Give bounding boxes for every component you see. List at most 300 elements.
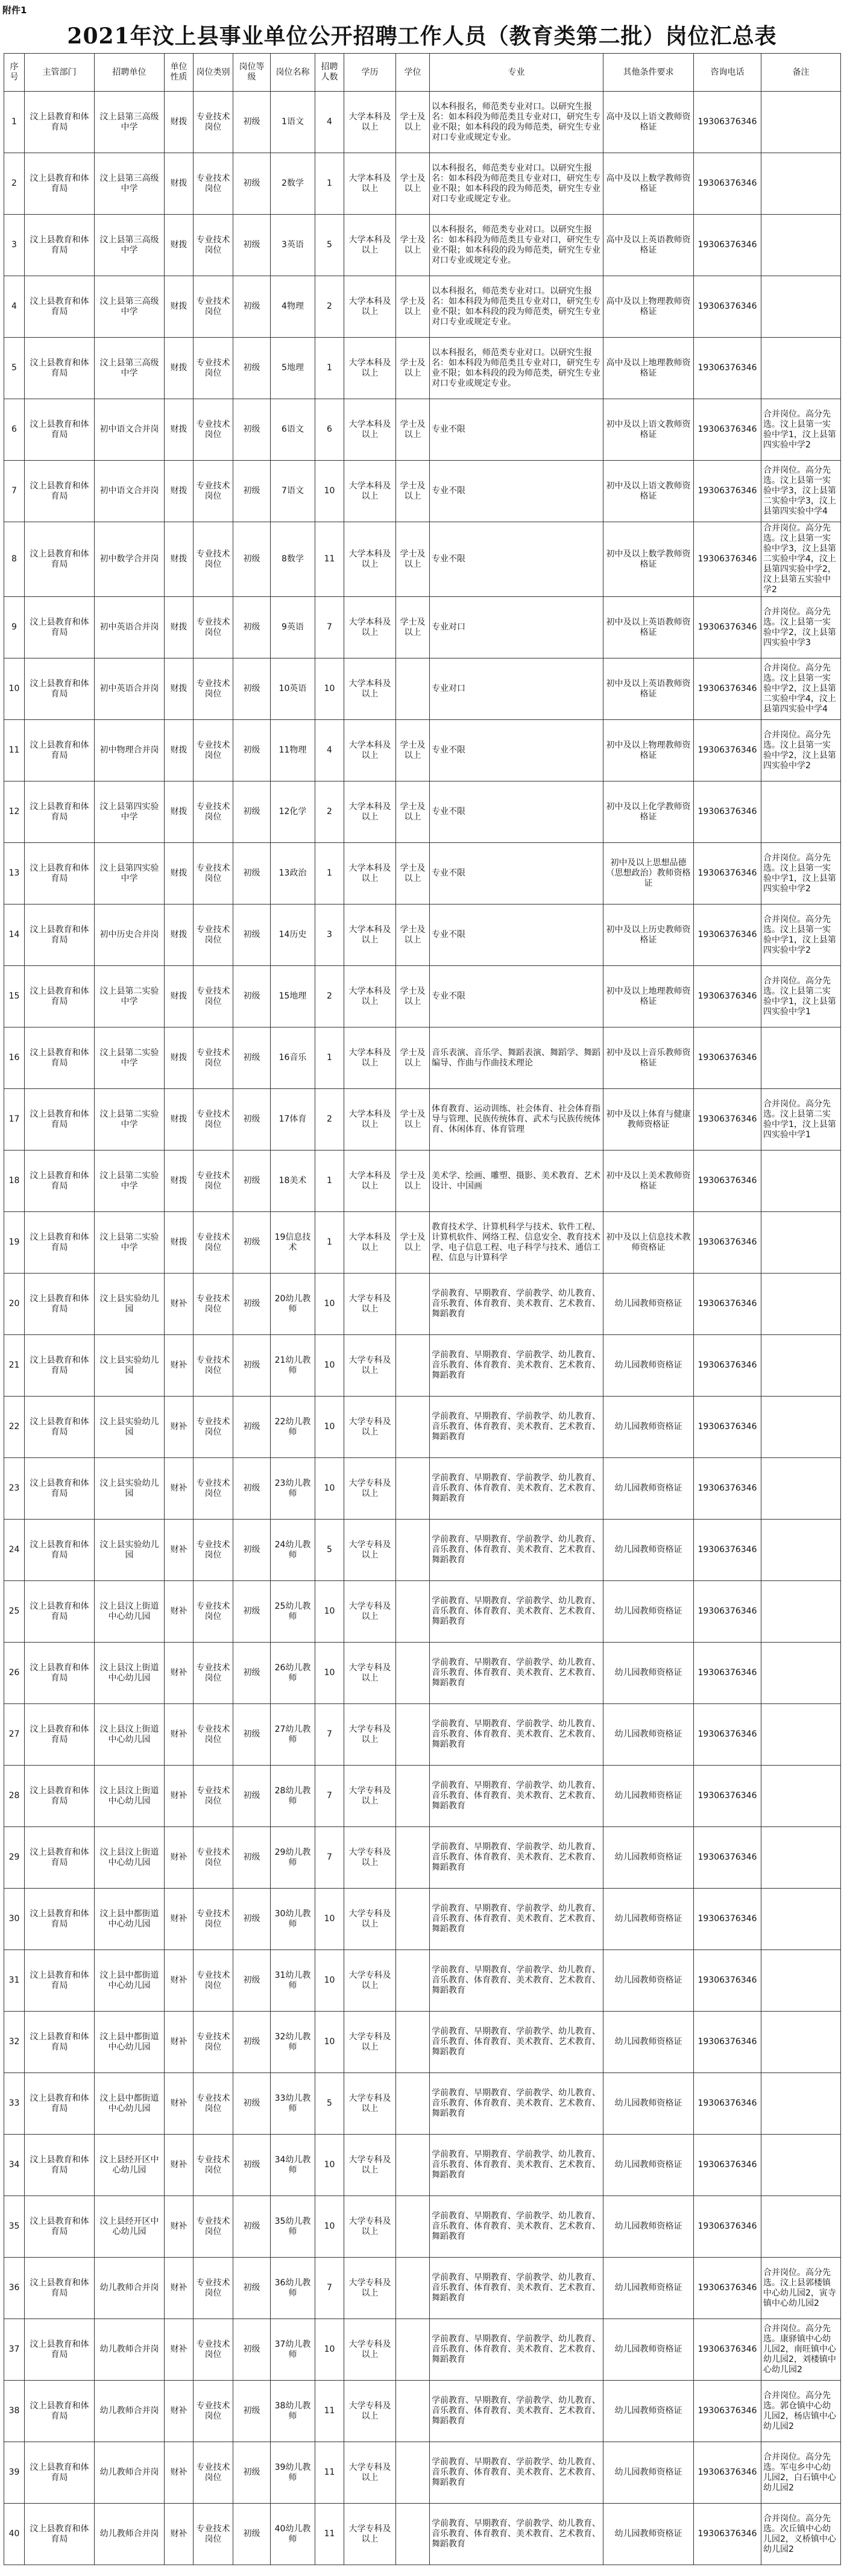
cell-nature: 财拨 bbox=[165, 276, 194, 338]
cell-degree: 学士及以上 bbox=[396, 461, 430, 522]
header-cell: 序号 bbox=[4, 54, 25, 92]
cell-nature: 财补 bbox=[165, 1827, 194, 1889]
table-row bbox=[4, 1212, 841, 1274]
cell-seq: 4 bbox=[4, 276, 25, 338]
cell-degree: 学士及以上 bbox=[396, 1089, 430, 1151]
cell-major: 以本科报名，师范类专业对口。以研究生报名：如本科段为师范类且专业对口，研究生专业不限；如本科段的段为师范类，研究生专业对口专业或规定专业。 bbox=[430, 276, 603, 338]
cell-education: 大学本科及以上 bbox=[344, 522, 396, 597]
cell-nature: 财拨 bbox=[165, 461, 194, 522]
cell-department: 汶上县教育和体育局 bbox=[25, 276, 95, 338]
cell-unit: 汶上县实验幼儿园 bbox=[95, 1335, 165, 1397]
cell-remarks: 合并岗位。高分先选。军屯乡中心幼儿园2，白石镇中心幼儿园2 bbox=[761, 2442, 841, 2504]
cell-education: 大学本科及以上 bbox=[344, 461, 396, 522]
cell-remarks bbox=[761, 338, 841, 399]
cell-major: 学前教育、早期教育、学前教学、幼儿教育、音乐教育、体育教育、美术教育、艺术教育、舞蹈教育 bbox=[430, 1397, 603, 1458]
cell-requirements: 幼儿园教师资格证 bbox=[603, 1704, 694, 1766]
cell-category: 专业技术岗位 bbox=[194, 1704, 233, 1766]
cell-category: 专业技术岗位 bbox=[194, 843, 233, 904]
cell-unit: 初中语文合并岗 bbox=[95, 399, 165, 461]
cell-requirements: 幼儿园教师资格证 bbox=[603, 1397, 694, 1458]
cell-phone: 19306376346 bbox=[694, 92, 761, 153]
cell-major: 学前教育、早期教育、学前教学、幼儿教育、音乐教育、体育教育、美术教育、艺术教育、舞蹈教育 bbox=[430, 1520, 603, 1581]
cell-category: 专业技术岗位 bbox=[194, 522, 233, 597]
cell-degree bbox=[396, 1950, 430, 2012]
cell-position: 4物理 bbox=[271, 276, 315, 338]
cell-category: 专业技术岗位 bbox=[194, 2442, 233, 2504]
cell-degree bbox=[396, 1397, 430, 1458]
cell-department: 汶上县教育和体育局 bbox=[25, 1151, 95, 1212]
cell-phone: 19306376346 bbox=[694, 1581, 761, 1643]
cell-position: 40幼儿教师 bbox=[271, 2504, 315, 2565]
cell-requirements: 幼儿园教师资格证 bbox=[603, 1335, 694, 1397]
cell-degree bbox=[396, 2319, 430, 2381]
cell-unit: 汶上县第三高级中学 bbox=[95, 153, 165, 215]
cell-major: 学前教育、早期教育、学前教学、幼儿教育、音乐教育、体育教育、美术教育、艺术教育、舞蹈教育 bbox=[430, 1458, 603, 1520]
table-row bbox=[4, 92, 841, 153]
cell-degree bbox=[396, 1274, 430, 1335]
table-row bbox=[4, 1704, 841, 1766]
cell-major: 专业对口 bbox=[430, 658, 603, 720]
cell-unit: 汶上县实验幼儿园 bbox=[95, 1520, 165, 1581]
cell-count: 10 bbox=[315, 2012, 344, 2073]
cell-unit: 汶上县实验幼儿园 bbox=[95, 1397, 165, 1458]
cell-count: 10 bbox=[315, 1335, 344, 1397]
cell-nature: 财拨 bbox=[165, 658, 194, 720]
cell-level: 初级 bbox=[233, 2504, 271, 2565]
cell-remarks bbox=[761, 215, 841, 276]
cell-category: 专业技术岗位 bbox=[194, 720, 233, 781]
cell-position: 24幼儿教师 bbox=[271, 1520, 315, 1581]
cell-requirements: 幼儿园教师资格证 bbox=[603, 2258, 694, 2319]
header-cell: 学历 bbox=[344, 54, 396, 92]
cell-remarks bbox=[761, 2196, 841, 2258]
cell-unit: 汶上县汶上街道中心幼儿园 bbox=[95, 1581, 165, 1643]
cell-major: 学前教育、早期教育、学前教学、幼儿教育、音乐教育、体育教育、美术教育、艺术教育、舞蹈教育 bbox=[430, 1643, 603, 1704]
cell-nature: 财拨 bbox=[165, 904, 194, 966]
cell-level: 初级 bbox=[233, 1581, 271, 1643]
cell-remarks bbox=[761, 2073, 841, 2135]
cell-requirements: 幼儿园教师资格证 bbox=[603, 2319, 694, 2381]
cell-department: 汶上县教育和体育局 bbox=[25, 338, 95, 399]
cell-department: 汶上县教育和体育局 bbox=[25, 2442, 95, 2504]
cell-degree bbox=[396, 1889, 430, 1950]
cell-requirements: 初中及以上语文教师资格证 bbox=[603, 399, 694, 461]
cell-major: 专业不限 bbox=[430, 461, 603, 522]
cell-remarks: 合并岗位。高分先选。康驿镇中心幼儿园2，南旺镇中心幼儿园2，刘楼镇中心幼儿园2 bbox=[761, 2319, 841, 2381]
cell-count: 10 bbox=[315, 2319, 344, 2381]
cell-major: 美术学、绘画、雕塑、摄影、美术教育、艺术设计、中国画 bbox=[430, 1151, 603, 1212]
cell-nature: 财拨 bbox=[165, 399, 194, 461]
cell-requirements: 幼儿园教师资格证 bbox=[603, 1889, 694, 1950]
cell-department: 汶上县教育和体育局 bbox=[25, 1520, 95, 1581]
cell-phone: 19306376346 bbox=[694, 1643, 761, 1704]
cell-department: 汶上县教育和体育局 bbox=[25, 2381, 95, 2442]
cell-category: 专业技术岗位 bbox=[194, 1335, 233, 1397]
cell-unit: 初中数学合并岗 bbox=[95, 522, 165, 597]
cell-nature: 财补 bbox=[165, 1950, 194, 2012]
cell-unit: 汶上县第二实验中学 bbox=[95, 1212, 165, 1274]
cell-remarks: 合并岗位。高分先选。汶上县第一实验中学2，汶上县第四实验中学2 bbox=[761, 720, 841, 781]
cell-nature: 财补 bbox=[165, 2504, 194, 2565]
table-row bbox=[4, 1950, 841, 2012]
cell-phone: 19306376346 bbox=[694, 2381, 761, 2442]
cell-level: 初级 bbox=[233, 2012, 271, 2073]
cell-seq: 39 bbox=[4, 2442, 25, 2504]
cell-level: 初级 bbox=[233, 1827, 271, 1889]
cell-unit: 初中英语合并岗 bbox=[95, 658, 165, 720]
cell-education: 大学专科及以上 bbox=[344, 1335, 396, 1397]
cell-seq: 3 bbox=[4, 215, 25, 276]
table-row bbox=[4, 215, 841, 276]
cell-seq: 16 bbox=[4, 1028, 25, 1089]
cell-seq: 11 bbox=[4, 720, 25, 781]
cell-major: 学前教育、早期教育、学前教学、幼儿教育、音乐教育、体育教育、美术教育、艺术教育、舞蹈教育 bbox=[430, 1704, 603, 1766]
cell-category: 专业技术岗位 bbox=[194, 92, 233, 153]
cell-count: 11 bbox=[315, 2442, 344, 2504]
cell-count: 10 bbox=[315, 1950, 344, 2012]
cell-requirements: 初中及以上音乐教师资格证 bbox=[603, 1028, 694, 1089]
cell-requirements: 初中及以上思想品德（思想政治）教师资格证 bbox=[603, 843, 694, 904]
cell-unit: 汶上县实验幼儿园 bbox=[95, 1458, 165, 1520]
cell-phone: 19306376346 bbox=[694, 2135, 761, 2196]
cell-major: 学前教育、早期教育、学前教学、幼儿教育、音乐教育、体育教育、美术教育、艺术教育、舞蹈教育 bbox=[430, 2073, 603, 2135]
table-row bbox=[4, 1827, 841, 1889]
cell-position: 23幼儿教师 bbox=[271, 1458, 315, 1520]
table-row bbox=[4, 1766, 841, 1827]
cell-department: 汶上县教育和体育局 bbox=[25, 1212, 95, 1274]
cell-unit: 汶上县第二实验中学 bbox=[95, 966, 165, 1028]
cell-education: 大学本科及以上 bbox=[344, 904, 396, 966]
cell-level: 初级 bbox=[233, 1704, 271, 1766]
cell-department: 汶上县教育和体育局 bbox=[25, 904, 95, 966]
cell-phone: 19306376346 bbox=[694, 2073, 761, 2135]
cell-seq: 34 bbox=[4, 2135, 25, 2196]
cell-nature: 财补 bbox=[165, 2442, 194, 2504]
cell-position: 35幼儿教师 bbox=[271, 2196, 315, 2258]
cell-nature: 财补 bbox=[165, 1335, 194, 1397]
cell-level: 初级 bbox=[233, 1151, 271, 1212]
cell-unit: 汶上县第三高级中学 bbox=[95, 92, 165, 153]
cell-level: 初级 bbox=[233, 1212, 271, 1274]
cell-phone: 19306376346 bbox=[694, 399, 761, 461]
cell-degree: 学士及以上 bbox=[396, 153, 430, 215]
cell-unit: 幼儿教师合并岗 bbox=[95, 2319, 165, 2381]
cell-position: 14历史 bbox=[271, 904, 315, 966]
cell-position: 31幼儿教师 bbox=[271, 1950, 315, 2012]
cell-department: 汶上县教育和体育局 bbox=[25, 1704, 95, 1766]
cell-degree: 学士及以上 bbox=[396, 904, 430, 966]
page-title: 2021年汶上县事业单位公开招聘工作人员（教育类第二批）岗位汇总表 bbox=[67, 24, 777, 49]
cell-count: 4 bbox=[315, 720, 344, 781]
cell-remarks bbox=[761, 276, 841, 338]
cell-seq: 7 bbox=[4, 461, 25, 522]
cell-major: 专业不限 bbox=[430, 966, 603, 1028]
cell-seq: 31 bbox=[4, 1950, 25, 2012]
cell-department: 汶上县教育和体育局 bbox=[25, 1827, 95, 1889]
cell-education: 大学本科及以上 bbox=[344, 276, 396, 338]
cell-nature: 财拨 bbox=[165, 1151, 194, 1212]
table-row bbox=[4, 1581, 841, 1643]
cell-unit: 汶上县汶上街道中心幼儿园 bbox=[95, 1704, 165, 1766]
cell-major: 专业不限 bbox=[430, 720, 603, 781]
cell-level: 初级 bbox=[233, 2135, 271, 2196]
cell-degree bbox=[396, 658, 430, 720]
cell-nature: 财补 bbox=[165, 1889, 194, 1950]
cell-department: 汶上县教育和体育局 bbox=[25, 1458, 95, 1520]
cell-count: 1 bbox=[315, 1151, 344, 1212]
header-cell: 备注 bbox=[761, 54, 841, 92]
header-cell: 招聘人数 bbox=[315, 54, 344, 92]
cell-seq: 40 bbox=[4, 2504, 25, 2565]
cell-phone: 19306376346 bbox=[694, 966, 761, 1028]
cell-phone: 19306376346 bbox=[694, 1397, 761, 1458]
table-row bbox=[4, 1520, 841, 1581]
cell-remarks bbox=[761, 1151, 841, 1212]
cell-department: 汶上县教育和体育局 bbox=[25, 966, 95, 1028]
cell-seq: 22 bbox=[4, 1397, 25, 1458]
header-cell: 学位 bbox=[396, 54, 430, 92]
cell-major: 学前教育、早期教育、学前教学、幼儿教育、音乐教育、体育教育、美术教育、艺术教育、舞蹈教育 bbox=[430, 2196, 603, 2258]
cell-education: 大学专科及以上 bbox=[344, 1827, 396, 1889]
cell-count: 11 bbox=[315, 522, 344, 597]
cell-remarks: 合并岗位。高分先选。汶上县郭楼镇中心幼儿园2，寅寺镇中心幼儿园2 bbox=[761, 2258, 841, 2319]
cell-category: 专业技术岗位 bbox=[194, 1458, 233, 1520]
cell-category: 专业技术岗位 bbox=[194, 966, 233, 1028]
cell-requirements: 初中及以上美术教师资格证 bbox=[603, 1151, 694, 1212]
cell-count: 5 bbox=[315, 215, 344, 276]
cell-level: 初级 bbox=[233, 2073, 271, 2135]
cell-level: 初级 bbox=[233, 2319, 271, 2381]
cell-remarks bbox=[761, 1889, 841, 1950]
cell-seq: 19 bbox=[4, 1212, 25, 1274]
cell-position: 29幼儿教师 bbox=[271, 1827, 315, 1889]
cell-count: 1 bbox=[315, 1212, 344, 1274]
cell-education: 大学专科及以上 bbox=[344, 2073, 396, 2135]
cell-unit: 幼儿教师合并岗 bbox=[95, 2258, 165, 2319]
cell-education: 大学本科及以上 bbox=[344, 338, 396, 399]
cell-requirements: 幼儿园教师资格证 bbox=[603, 1643, 694, 1704]
cell-nature: 财补 bbox=[165, 2135, 194, 2196]
cell-count: 1 bbox=[315, 153, 344, 215]
cell-level: 初级 bbox=[233, 658, 271, 720]
table-row bbox=[4, 2196, 841, 2258]
cell-count: 1 bbox=[315, 843, 344, 904]
cell-degree: 学士及以上 bbox=[396, 1212, 430, 1274]
cell-remarks bbox=[761, 1827, 841, 1889]
cell-department: 汶上县教育和体育局 bbox=[25, 2258, 95, 2319]
cell-category: 专业技术岗位 bbox=[194, 2196, 233, 2258]
cell-level: 初级 bbox=[233, 153, 271, 215]
cell-unit: 汶上县经开区中心幼儿园 bbox=[95, 2196, 165, 2258]
cell-phone: 19306376346 bbox=[694, 215, 761, 276]
header-cell: 单位性质 bbox=[165, 54, 194, 92]
table-row bbox=[4, 1089, 841, 1151]
cell-nature: 财拨 bbox=[165, 720, 194, 781]
cell-remarks bbox=[761, 1581, 841, 1643]
table-row bbox=[4, 781, 841, 843]
cell-unit: 汶上县第二实验中学 bbox=[95, 1151, 165, 1212]
cell-count: 10 bbox=[315, 461, 344, 522]
cell-requirements: 初中及以上信息技术教师资格证 bbox=[603, 1212, 694, 1274]
cell-phone: 19306376346 bbox=[694, 1520, 761, 1581]
cell-degree: 学士及以上 bbox=[396, 843, 430, 904]
cell-education: 大学本科及以上 bbox=[344, 658, 396, 720]
cell-level: 初级 bbox=[233, 1397, 271, 1458]
cell-education: 大学专科及以上 bbox=[344, 2135, 396, 2196]
cell-unit: 汶上县第四实验中学 bbox=[95, 843, 165, 904]
cell-seq: 23 bbox=[4, 1458, 25, 1520]
cell-count: 11 bbox=[315, 2381, 344, 2442]
cell-degree bbox=[396, 1335, 430, 1397]
cell-education: 大学本科及以上 bbox=[344, 966, 396, 1028]
cell-department: 汶上县教育和体育局 bbox=[25, 1274, 95, 1335]
cell-level: 初级 bbox=[233, 92, 271, 153]
cell-count: 7 bbox=[315, 1766, 344, 1827]
cell-category: 专业技术岗位 bbox=[194, 1520, 233, 1581]
cell-nature: 财拨 bbox=[165, 843, 194, 904]
cell-department: 汶上县教育和体育局 bbox=[25, 1889, 95, 1950]
cell-education: 大学专科及以上 bbox=[344, 1581, 396, 1643]
cell-position: 39幼儿教师 bbox=[271, 2442, 315, 2504]
cell-major: 以本科报名，师范类专业对口。以研究生报名：如本科段为师范类且专业对口，研究生专业不限；如本科段的段为师范类，研究生专业对口专业或规定专业。 bbox=[430, 215, 603, 276]
cell-remarks: 合并岗位。高分先选。汶上县第二实验中学1，汶上县第四实验中学1 bbox=[761, 966, 841, 1028]
cell-level: 初级 bbox=[233, 1950, 271, 2012]
cell-remarks: 合并岗位。高分先选。汶上县第一实验中学2，汶上县第四实验中学3 bbox=[761, 597, 841, 658]
cell-seq: 18 bbox=[4, 1151, 25, 1212]
cell-major: 音乐表演、音乐学、舞蹈表演、舞蹈学、舞蹈编导、作曲与作曲技术理论 bbox=[430, 1028, 603, 1089]
cell-position: 3英语 bbox=[271, 215, 315, 276]
cell-position: 10英语 bbox=[271, 658, 315, 720]
cell-remarks: 合并岗位。高分先选。汶上县第二实验中学1，汶上县第四实验中学1 bbox=[761, 1089, 841, 1151]
cell-level: 初级 bbox=[233, 781, 271, 843]
cell-position: 38幼儿教师 bbox=[271, 2381, 315, 2442]
cell-level: 初级 bbox=[233, 276, 271, 338]
cell-category: 专业技术岗位 bbox=[194, 215, 233, 276]
cell-count: 11 bbox=[315, 2504, 344, 2565]
cell-education: 大学专科及以上 bbox=[344, 1520, 396, 1581]
cell-category: 专业技术岗位 bbox=[194, 153, 233, 215]
cell-department: 汶上县教育和体育局 bbox=[25, 153, 95, 215]
cell-count: 2 bbox=[315, 1089, 344, 1151]
cell-seq: 5 bbox=[4, 338, 25, 399]
cell-position: 32幼儿教师 bbox=[271, 2012, 315, 2073]
cell-remarks bbox=[761, 1766, 841, 1827]
cell-education: 大学专科及以上 bbox=[344, 2381, 396, 2442]
cell-remarks bbox=[761, 1950, 841, 2012]
cell-seq: 21 bbox=[4, 1335, 25, 1397]
cell-nature: 财拨 bbox=[165, 1028, 194, 1089]
cell-education: 大学本科及以上 bbox=[344, 92, 396, 153]
cell-level: 初级 bbox=[233, 461, 271, 522]
cell-unit: 幼儿教师合并岗 bbox=[95, 2442, 165, 2504]
cell-degree: 学士及以上 bbox=[396, 522, 430, 597]
cell-position: 36幼儿教师 bbox=[271, 2258, 315, 2319]
cell-remarks bbox=[761, 2012, 841, 2073]
cell-department: 汶上县教育和体育局 bbox=[25, 522, 95, 597]
cell-major: 专业对口 bbox=[430, 597, 603, 658]
cell-department: 汶上县教育和体育局 bbox=[25, 1643, 95, 1704]
table-row bbox=[4, 1151, 841, 1212]
cell-requirements: 初中及以上英语教师资格证 bbox=[603, 597, 694, 658]
cell-degree bbox=[396, 1827, 430, 1889]
cell-nature: 财补 bbox=[165, 2258, 194, 2319]
cell-seq: 35 bbox=[4, 2196, 25, 2258]
table-row bbox=[4, 276, 841, 338]
cell-major: 学前教育、早期教育、学前教学、幼儿教育、音乐教育、体育教育、美术教育、艺术教育、舞蹈教育 bbox=[430, 2504, 603, 2565]
cell-category: 专业技术岗位 bbox=[194, 276, 233, 338]
cell-phone: 19306376346 bbox=[694, 1212, 761, 1274]
cell-unit: 汶上县第三高级中学 bbox=[95, 215, 165, 276]
cell-major: 学前教育、早期教育、学前教学、幼儿教育、音乐教育、体育教育、美术教育、艺术教育、舞蹈教育 bbox=[430, 1950, 603, 2012]
cell-degree bbox=[396, 1643, 430, 1704]
cell-department: 汶上县教育和体育局 bbox=[25, 781, 95, 843]
cell-seq: 28 bbox=[4, 1766, 25, 1827]
attachment-label: 附件1 bbox=[2, 5, 27, 16]
table-row bbox=[4, 904, 841, 966]
cell-department: 汶上县教育和体育局 bbox=[25, 1028, 95, 1089]
cell-seq: 10 bbox=[4, 658, 25, 720]
cell-education: 大学本科及以上 bbox=[344, 597, 396, 658]
cell-category: 专业技术岗位 bbox=[194, 781, 233, 843]
cell-department: 汶上县教育和体育局 bbox=[25, 2196, 95, 2258]
cell-education: 大学专科及以上 bbox=[344, 1274, 396, 1335]
cell-unit: 汶上县中都街道中心幼儿园 bbox=[95, 1889, 165, 1950]
cell-major: 学前教育、早期教育、学前教学、幼儿教育、音乐教育、体育教育、美术教育、艺术教育、舞蹈教育 bbox=[430, 2012, 603, 2073]
cell-nature: 财补 bbox=[165, 1581, 194, 1643]
cell-education: 大学专科及以上 bbox=[344, 1704, 396, 1766]
cell-count: 10 bbox=[315, 1889, 344, 1950]
cell-nature: 财拨 bbox=[165, 153, 194, 215]
table-row bbox=[4, 461, 841, 522]
header-cell: 岗位名称 bbox=[271, 54, 315, 92]
cell-department: 汶上县教育和体育局 bbox=[25, 1766, 95, 1827]
cell-phone: 19306376346 bbox=[694, 1335, 761, 1397]
cell-count: 10 bbox=[315, 1397, 344, 1458]
cell-category: 专业技术岗位 bbox=[194, 904, 233, 966]
cell-count: 10 bbox=[315, 1458, 344, 1520]
cell-category: 专业技术岗位 bbox=[194, 1766, 233, 1827]
cell-level: 初级 bbox=[233, 1766, 271, 1827]
cell-education: 大学本科及以上 bbox=[344, 843, 396, 904]
cell-position: 30幼儿教师 bbox=[271, 1889, 315, 1950]
table-row bbox=[4, 338, 841, 399]
cell-nature: 财补 bbox=[165, 1520, 194, 1581]
cell-unit: 汶上县第二实验中学 bbox=[95, 1089, 165, 1151]
cell-category: 专业技术岗位 bbox=[194, 2073, 233, 2135]
cell-seq: 30 bbox=[4, 1889, 25, 1950]
cell-department: 汶上县教育和体育局 bbox=[25, 1581, 95, 1643]
cell-major: 专业不限 bbox=[430, 781, 603, 843]
cell-degree: 学士及以上 bbox=[396, 399, 430, 461]
cell-remarks bbox=[761, 1397, 841, 1458]
cell-position: 12化学 bbox=[271, 781, 315, 843]
cell-position: 1语文 bbox=[271, 92, 315, 153]
cell-category: 专业技术岗位 bbox=[194, 597, 233, 658]
cell-unit: 初中语文合并岗 bbox=[95, 461, 165, 522]
cell-position: 16音乐 bbox=[271, 1028, 315, 1089]
cell-major: 专业不限 bbox=[430, 522, 603, 597]
cell-education: 大学专科及以上 bbox=[344, 2012, 396, 2073]
cell-phone: 19306376346 bbox=[694, 2258, 761, 2319]
cell-department: 汶上县教育和体育局 bbox=[25, 843, 95, 904]
cell-requirements: 幼儿园教师资格证 bbox=[603, 1520, 694, 1581]
cell-requirements: 初中及以上地理教师资格证 bbox=[603, 966, 694, 1028]
cell-remarks: 合并岗位。高分先选。汶上县第一实验中学1，汶上县第四实验中学2 bbox=[761, 904, 841, 966]
cell-degree bbox=[396, 2196, 430, 2258]
cell-unit: 汶上县第二实验中学 bbox=[95, 1028, 165, 1089]
cell-department: 汶上县教育和体育局 bbox=[25, 2504, 95, 2565]
cell-degree bbox=[396, 1581, 430, 1643]
